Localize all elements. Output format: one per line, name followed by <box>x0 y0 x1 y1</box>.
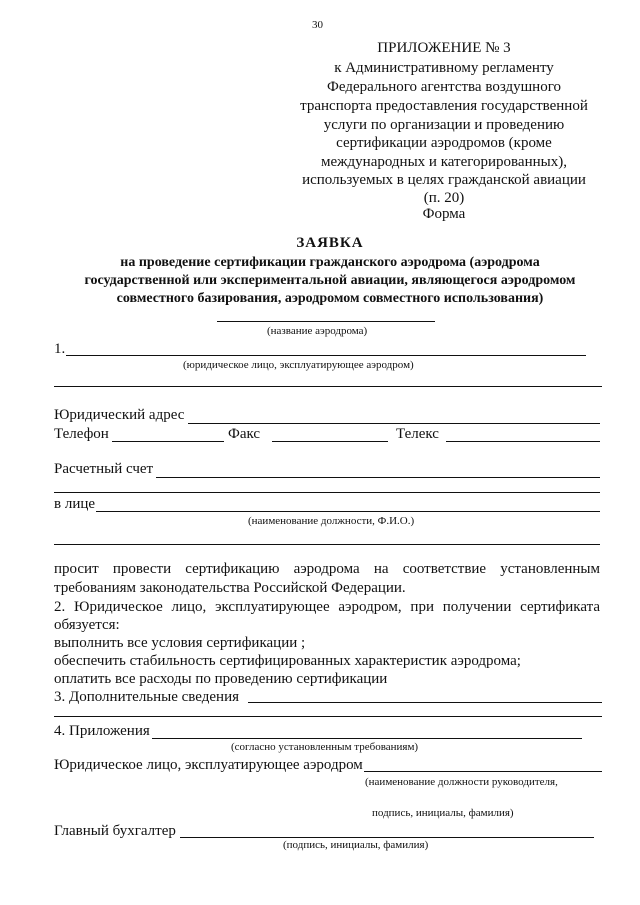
obligation-item: обеспечить стабильность сертифицированных характеристик аэродрома; <box>54 653 521 669</box>
appendix-line: услуги по организации и проведению <box>323 117 565 133</box>
item2-text-line: 2. Юридическое лицо, эксплуатирующее аэродром, при получении сертификата <box>54 599 600 615</box>
appendix-line: используемых в целях гражданской авиации <box>302 172 586 188</box>
aerodrome-name-caption: (название аэродрома) <box>267 325 368 337</box>
additional-info-field[interactable] <box>248 702 602 703</box>
appendix-title: ПРИЛОЖЕНИЕ № 3 <box>377 40 511 56</box>
attachments-field[interactable] <box>152 738 582 739</box>
person-field-continuation[interactable] <box>54 544 600 545</box>
phone-label: Телефон <box>54 426 109 442</box>
person-label: в лице <box>54 496 96 512</box>
aerodrome-name-field[interactable] <box>217 321 435 322</box>
person-field[interactable] <box>96 511 600 512</box>
item4-label: 4. Приложения <box>54 723 150 739</box>
account-label: Расчетный счет <box>54 461 154 477</box>
obligation-item: оплатить все расходы по проведению сертификации <box>54 671 388 687</box>
account-field-continuation[interactable] <box>54 492 600 493</box>
fax-field[interactable] <box>272 441 388 442</box>
appendix-line: транспорта предоставления государственной <box>300 98 588 114</box>
telex-field[interactable] <box>446 441 600 442</box>
document-subtitle-line: совместного базирования, аэродромом совместного использования) <box>116 291 544 306</box>
item2-text-line: обязуется: <box>54 617 120 633</box>
form-label: Форма <box>422 206 466 222</box>
phone-field[interactable] <box>112 441 224 442</box>
telex-label: Телекс <box>396 426 439 442</box>
legal-address-label: Юридический адрес <box>54 407 185 423</box>
item3-label: 3. Дополнительные сведения <box>54 689 240 705</box>
appendix-line: к Административному регламенту <box>334 60 554 76</box>
legal-entity-caption: (юридическое лицо, эксплуатирующее аэродром) <box>183 359 414 371</box>
legal-entity-field[interactable] <box>66 355 586 356</box>
signer-label: Юридическое лицо, эксплуатирующее аэродром <box>54 757 363 773</box>
accountant-label: Главный бухгалтер <box>54 823 176 839</box>
document-subtitle-line: на проведение сертификации гражданского аэродрома (аэродрома <box>120 255 540 270</box>
appendix-line: (п. 20) <box>423 190 465 206</box>
obligation-item: выполнить все условия сертификации ; <box>54 635 306 651</box>
request-text-line: требованиям законодательства Российской Федерации. <box>54 580 406 596</box>
additional-info-field-continuation[interactable] <box>54 716 602 717</box>
legal-entity-field-continuation[interactable] <box>54 386 602 387</box>
signer-field[interactable] <box>364 771 602 772</box>
accountant-field[interactable] <box>180 837 594 838</box>
person-caption: (наименование должности, Ф.И.О.) <box>248 515 415 527</box>
appendix-line: сертификации аэродромов (кроме <box>336 135 552 151</box>
legal-address-field[interactable] <box>188 423 600 424</box>
signer-caption: подпись, инициалы, фамилия) <box>372 807 514 819</box>
document-subtitle-line: государственной или экспериментальной авиации, являющегося аэродромом <box>84 273 576 288</box>
item1-number: 1. <box>54 341 66 357</box>
request-text-line: просит провести сертификацию аэродрома на соответствие установленным <box>54 561 600 577</box>
document-title: ЗАЯВКА <box>296 235 364 251</box>
signer-caption: (наименование должности руководителя, <box>365 776 558 788</box>
attachments-caption: (согласно установленным требованиям) <box>231 741 419 753</box>
fax-label: Факс <box>228 426 261 442</box>
appendix-line: международных и категорированных), <box>321 154 567 170</box>
appendix-line: Федерального агентства воздушного <box>327 79 561 95</box>
accountant-caption: (подпись, инициалы, фамилия) <box>283 839 429 851</box>
account-field[interactable] <box>156 477 600 478</box>
page-number: 30 <box>312 19 323 31</box>
